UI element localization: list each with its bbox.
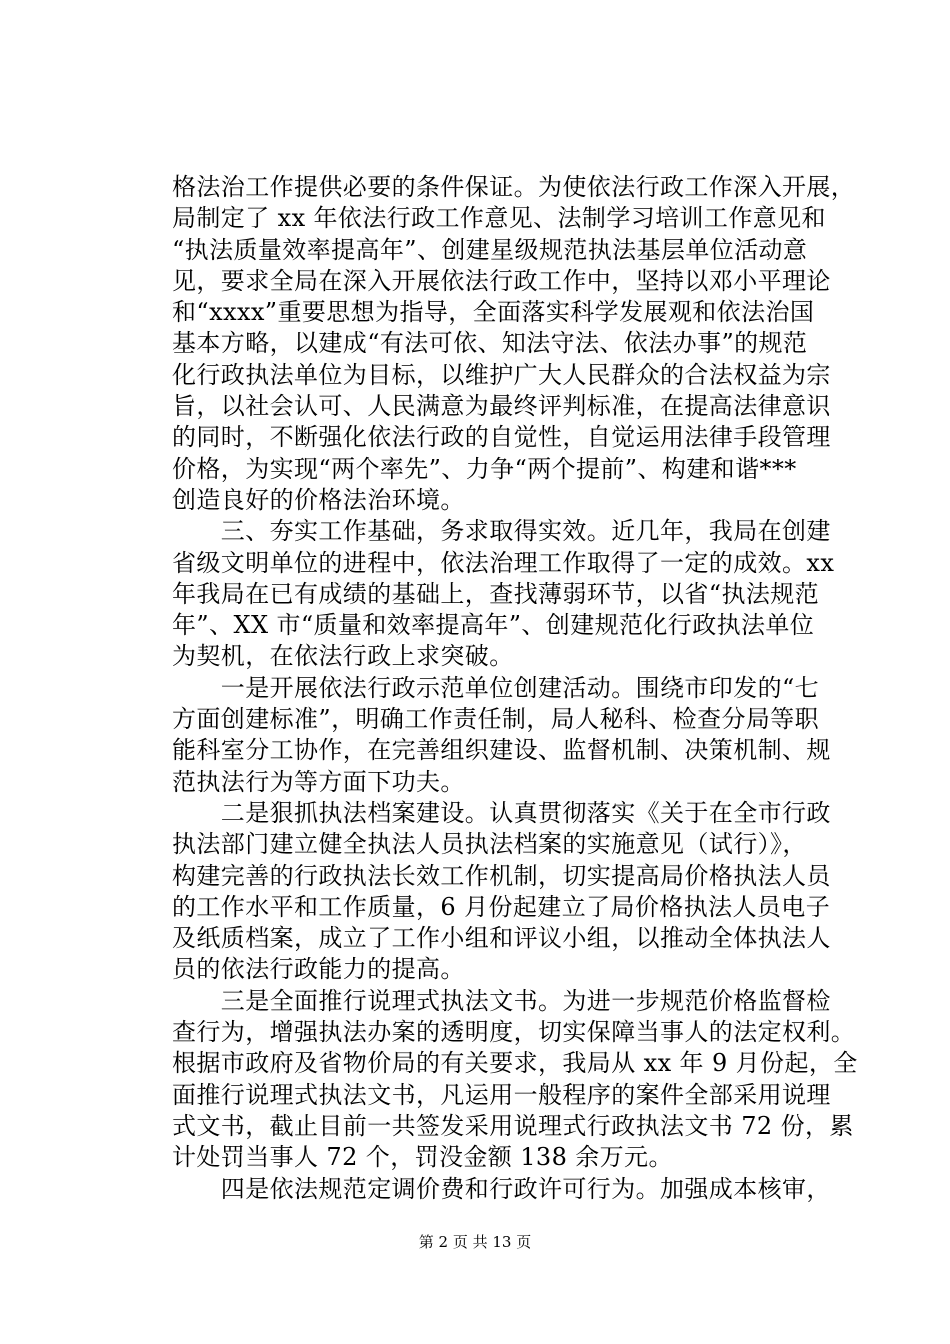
- text-line: 年我局在已有成绩的基础上，查找薄弱环节，以省“执法规范: [172, 579, 820, 608]
- text-line: 化行政执法单位为目标，以维护广大人民群众的合法权益为宗: [172, 360, 831, 389]
- text-line: 为契机，在依法行政上求突破。: [172, 642, 514, 671]
- text-line: 根据市政府及省物价局的有关要求，我局从 xx 年 9 月份起，全: [172, 1049, 858, 1078]
- text-line: 年”、XX 市“质量和效率提高年”、创建规范化行政执法单位: [172, 611, 815, 640]
- page-number-label: 第 2 页 共 13 页: [418, 1233, 532, 1251]
- paragraph-start-line: 三是全面推行说理式执法文书。为进一步规范价格监督检: [172, 986, 831, 1015]
- text-line: 员的依法行政能力的提高。: [172, 955, 465, 984]
- text-line: 查行为，增强执法办案的透明度，切实保障当事人的法定权利。: [172, 1018, 856, 1047]
- text-line: 旨，以社会认可、人民满意为最终评判标准，在提高法律意识: [172, 392, 831, 421]
- text-line: 及纸质档案，成立了工作小组和评议小组，以推动全体执法人: [172, 924, 831, 953]
- text-line: 面推行说理式执法文书，凡运用一般程序的案件全部采用说理: [172, 1080, 831, 1109]
- text-line: 的工作水平和工作质量，6 月份起建立了局价格执法人员电子: [172, 892, 831, 921]
- text-line: 方面创建标准”，明确工作责任制，局人秘科、检查分局等职: [172, 705, 820, 734]
- body-text: [172, 172, 862, 1205]
- text-line: “执法质量效率提高年”、创建星级规范执法基层单位活动意: [172, 235, 808, 264]
- text-line: 执法部门建立健全执法人员执法档案的实施意见（试行）》，: [172, 830, 807, 859]
- text-line: 基本方略，以建成“有法可依、知法守法、依法办事”的规范: [172, 329, 808, 358]
- text-line: 和“xxxx”重要思想为指导，全面落实科学发展观和依法治国: [172, 298, 815, 327]
- text-line: 能科室分工协作，在完善组织建设、监督机制、决策机制、规: [172, 736, 831, 765]
- text-line: 构建完善的行政执法长效工作机制，切实提高局价格执法人员: [172, 861, 831, 890]
- text-line: 见，要求全局在深入开展依法行政工作中，坚持以邓小平理论: [172, 266, 831, 295]
- text-line: 格法治工作提供必要的条件保证。为使依法行政工作深入开展，: [172, 173, 856, 201]
- text-line: 创造良好的价格法治环境。: [172, 485, 465, 514]
- text-line: 局制定了 xx 年依法行政工作意见、法制学习培训工作意见和: [172, 204, 826, 233]
- paragraph-start-line: 一是开展依法行政示范单位创建活动。围绕市印发的“七: [172, 673, 820, 702]
- text-line: 的同时，不断强化依法行政的自觉性，自觉运用法律手段管理: [172, 423, 831, 452]
- paragraph-start-line: 二是狠抓执法档案建设。认真贯彻落实《关于在全市行政: [172, 798, 831, 827]
- text-line: 范执法行为等方面下功夫。: [172, 767, 465, 796]
- text-line: 式文书，截止目前一共签发采用说理式行政执法文书 72 份，累: [172, 1111, 854, 1140]
- paragraph-start-line: 四是依法规范定调价费和行政许可行为。加强成本核审，: [172, 1174, 831, 1203]
- paragraph-start-line: 三、夯实工作基础，务求取得实效。近几年，我局在创建: [172, 517, 831, 546]
- text-line: 价格，为实现“两个率先”、力争“两个提前”、构建和谐***: [172, 454, 797, 483]
- text-line: 省级文明单位的进程中，依法治理工作取得了一定的成效。xx: [172, 548, 835, 577]
- text-line: 计处罚当事人 72 个，罚没金额 138 余万元。: [172, 1143, 673, 1172]
- page-footer: [0, 1232, 950, 1252]
